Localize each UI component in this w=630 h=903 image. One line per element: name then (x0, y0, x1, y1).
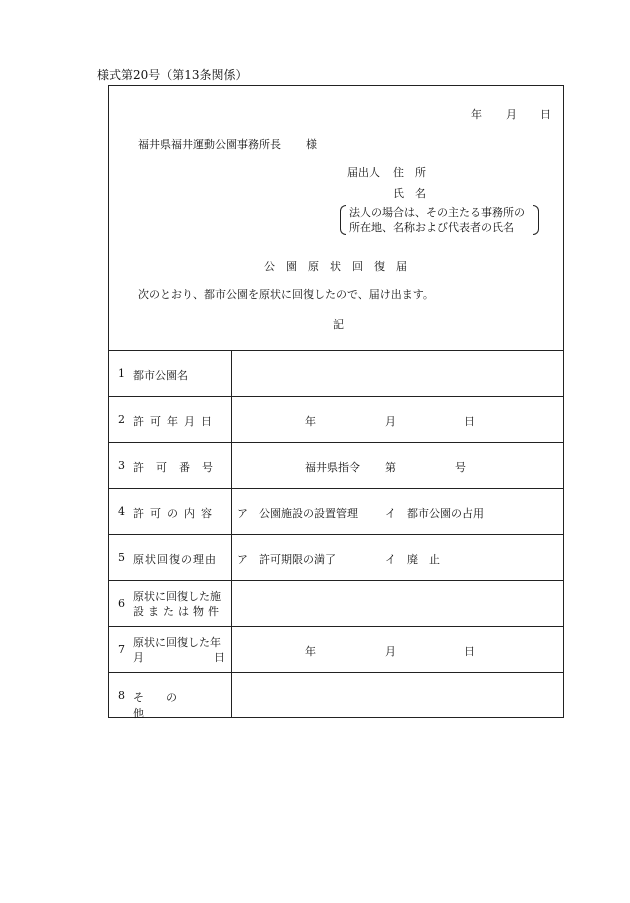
address-label: 住 所 (393, 166, 426, 179)
header-date-month: 月 (506, 108, 517, 121)
row-number: 2 (118, 413, 125, 426)
form-title: 公 園 原 状 回 復 届 (264, 260, 407, 273)
table-top-line (109, 350, 563, 351)
row-label-permit-content: 許可の内容 (133, 507, 218, 520)
restored-date-line1: 原状に回復した年 (133, 636, 221, 649)
row-label-restored-facility (133, 589, 225, 619)
form-number-label: 様式第20号（第13条関係） (97, 68, 248, 82)
permit-date-day: 日 (464, 415, 475, 428)
right-bracket (533, 205, 539, 235)
permit-date-month: 月 (385, 415, 396, 428)
row-label-permit-date: 許可年月日 (133, 415, 218, 428)
row-number: 6 (118, 597, 125, 610)
restore-reason-option-a: ア 許可期限の満了 (237, 553, 336, 566)
restored-date-day: 日 (464, 645, 475, 658)
permit-number-prefix: 福井県指令 (305, 461, 360, 474)
row-number: 7 (118, 643, 125, 656)
row-label-permit-number: 許可番号 (133, 461, 225, 474)
corporate-note-line1: 法人の場合は、その主たる事務所の (349, 206, 525, 219)
left-bracket (340, 205, 346, 235)
ki-mark: 記 (333, 318, 344, 331)
row-label-other: その他 (133, 691, 199, 720)
table-column-divider (231, 350, 232, 717)
addressee-suffix: 様 (306, 138, 317, 151)
restored-facility-line1: 原状に回復した施 (133, 590, 221, 603)
row-divider (109, 672, 563, 673)
name-label: 氏 名 (393, 187, 426, 200)
row-divider (109, 442, 563, 443)
row-divider (109, 534, 563, 535)
permit-number-dai: 第 (385, 461, 396, 474)
restored-date-line2: 月 日 (133, 651, 225, 664)
row-label-restore-reason: 原状回復の理由 (133, 553, 217, 566)
applicant-label: 届出人 (347, 166, 380, 179)
form-frame (108, 85, 564, 718)
permit-number-go: 号 (455, 461, 466, 474)
corporate-note (340, 205, 539, 235)
row-number: 3 (118, 459, 125, 472)
corporate-note-line2: 所在地、名称および代表者の氏名 (349, 221, 514, 234)
row-number: 5 (118, 551, 125, 564)
permit-content-option-a: ア 公園施設の設置管理 (237, 507, 358, 520)
body-text: 次のとおり、都市公園を原状に回復したので、届け出ます。 (138, 288, 434, 301)
row-divider (109, 488, 563, 489)
header-date-day: 日 (540, 108, 551, 121)
addressee: 福井県福井運動公園事務所長 (138, 138, 281, 151)
restored-date-month: 月 (385, 645, 396, 658)
header-date-year: 年 (471, 108, 482, 121)
restore-reason-option-i: イ 廃 止 (385, 553, 440, 566)
restored-facility-line2: 設または物件 (133, 605, 223, 618)
row-divider (109, 580, 563, 581)
row-label-park-name: 都市公園名 (133, 369, 188, 382)
row-divider (109, 626, 563, 627)
row-number: 4 (118, 505, 125, 518)
corporate-note-text (349, 205, 525, 235)
restored-date-year: 年 (305, 645, 316, 658)
row-number: 8 (118, 689, 125, 702)
permit-date-year: 年 (305, 415, 316, 428)
row-label-restored-date (133, 635, 225, 665)
row-divider (109, 396, 563, 397)
permit-content-option-i: イ 都市公園の占用 (385, 507, 484, 520)
row-number: 1 (118, 367, 125, 380)
